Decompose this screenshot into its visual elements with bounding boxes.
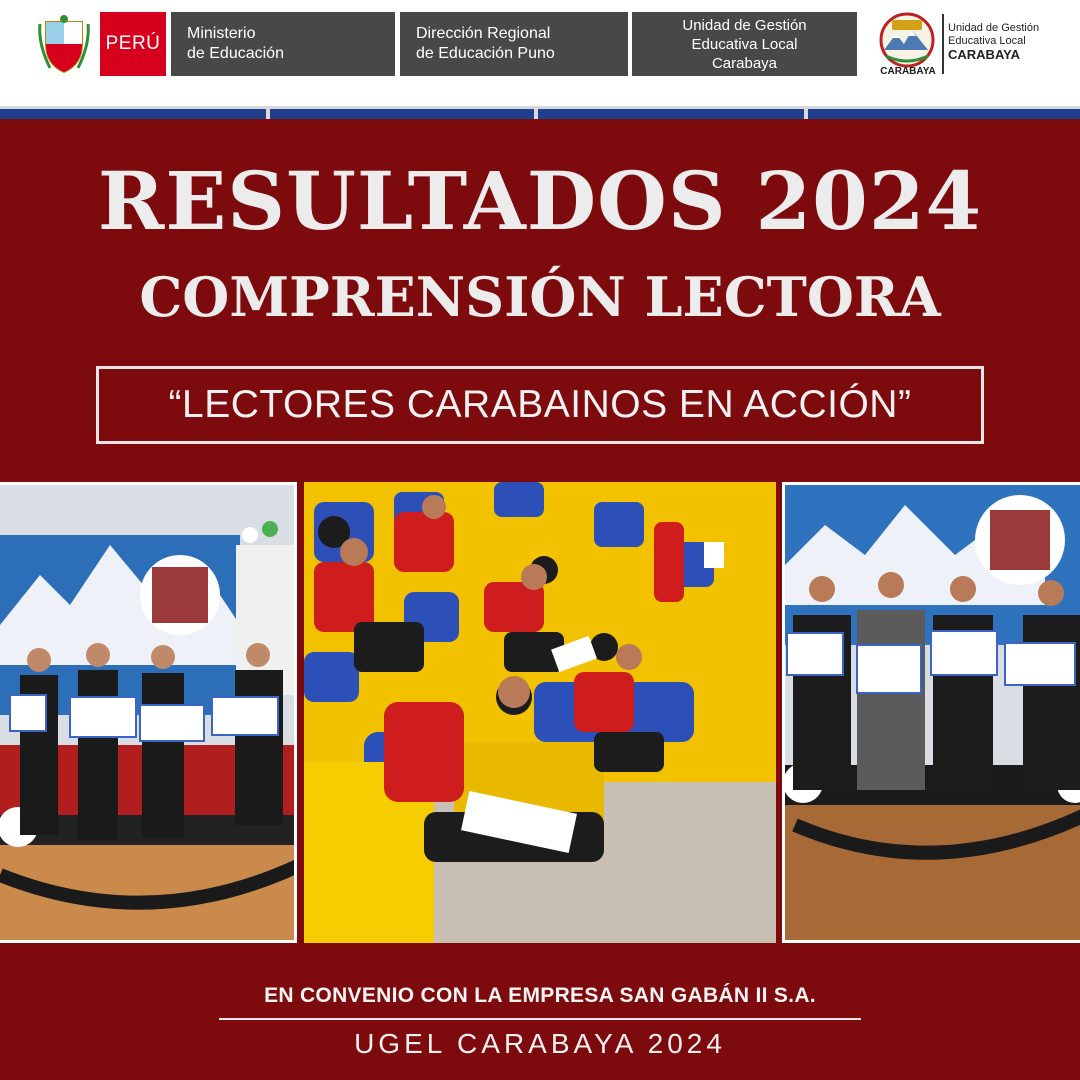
header-stripe <box>0 106 1080 119</box>
peru-coat-of-arms-icon <box>38 14 90 76</box>
ugel-logo-caption: CARABAYA <box>880 66 936 77</box>
students-reading-photo <box>304 482 776 943</box>
ceremony-photo-left-image <box>0 485 297 943</box>
ugel-side-line1: Unidad de Gestión <box>948 22 1040 34</box>
footer-organization: UGEL CARABAYA 2024 <box>354 1028 726 1059</box>
stripe-segment <box>538 109 804 119</box>
local-unit-text: Unidad de Gestión Educativa Local Carabaya <box>682 16 807 72</box>
subtitle: COMPRENSIÓN LECTORA <box>139 265 941 329</box>
ministry-label <box>171 12 395 76</box>
header-bar <box>0 0 1080 106</box>
header-divider <box>942 14 944 74</box>
agreement-text: EN CONVENIO CON LA EMPRESA SAN GABÁN II S.A. <box>264 984 816 1007</box>
ceremony-photo-right-image <box>785 485 1080 943</box>
ugel-side-line3: CARABAYA <box>948 47 1021 62</box>
peru-label: PERÚ <box>100 12 166 76</box>
ugel-side-label <box>948 22 1039 61</box>
regional-directorate-label <box>400 12 628 76</box>
regional-directorate-text: Dirección Regional de Educación Puno <box>416 25 555 62</box>
stripe-segment <box>0 109 266 119</box>
motto-text: “LECTORES CARABAINOS EN ACCIÓN” <box>168 383 912 426</box>
motto-box <box>96 366 984 444</box>
main-title: RESULTADOS 2024 <box>97 154 983 248</box>
students-reading-photo-image <box>304 482 776 943</box>
ceremony-photo-right <box>782 482 1080 943</box>
stripe-segment <box>808 109 1080 119</box>
footer-divider <box>219 1018 861 1020</box>
local-unit-label <box>632 12 857 76</box>
ministry-text: Ministerio de Educación <box>187 25 284 62</box>
ugel-side-line2: Educativa Local <box>948 35 1026 47</box>
stripe-segment <box>270 109 534 119</box>
ceremony-photo-left <box>0 482 297 943</box>
